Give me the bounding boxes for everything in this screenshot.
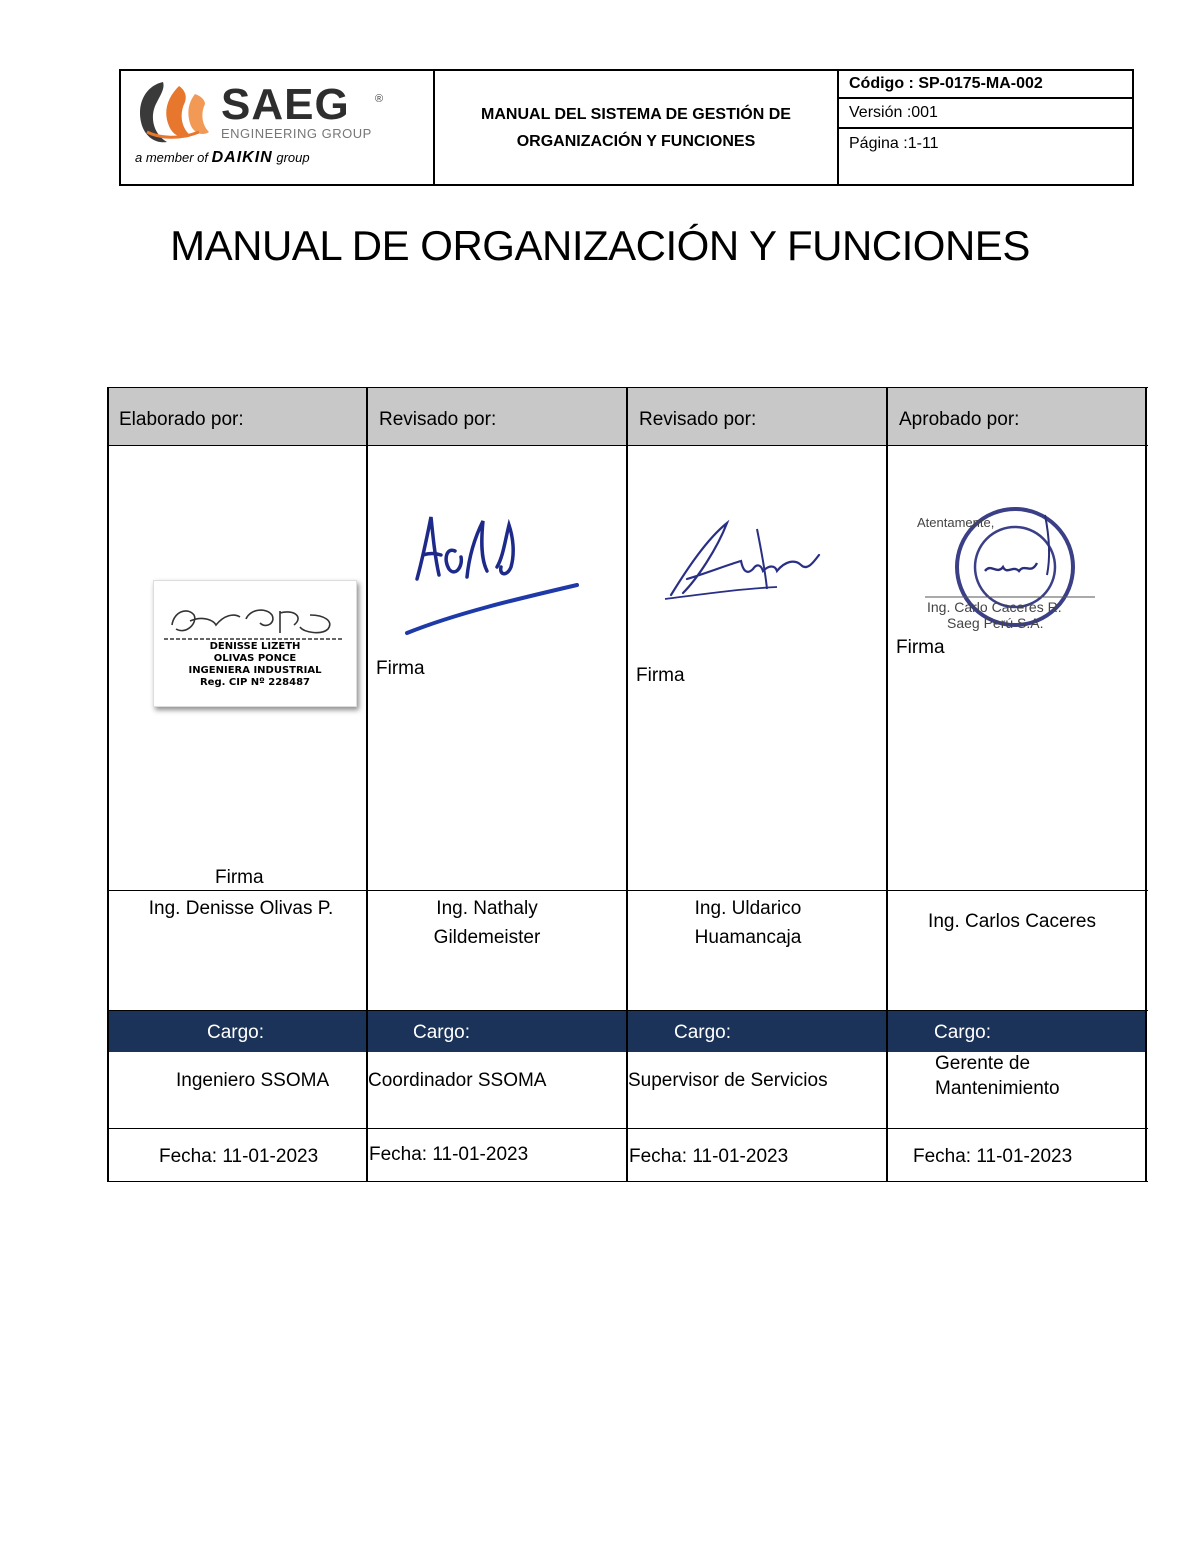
heading-revisado-1: Revisado por:: [379, 409, 497, 430]
document-page: Página :1-11: [849, 135, 939, 152]
header-title-cell: [435, 71, 839, 184]
signature-stamp-1: [153, 580, 357, 707]
firma-label-2: Firma: [376, 658, 425, 679]
cargo-label-2: Cargo:: [413, 1022, 471, 1043]
logo-member-prefix: a member of: [135, 150, 208, 165]
document-version: Versión :001: [839, 99, 1132, 129]
heading-revisado-2: Revisado por:: [639, 409, 757, 430]
fecha-3: Fecha: 11-01-2023: [629, 1146, 789, 1167]
firma-label-4: Firma: [896, 637, 945, 658]
stamp-line: INGENIERA INDUSTRIAL: [188, 665, 322, 676]
cargo-label-4: Cargo:: [934, 1022, 992, 1043]
firma-label-1: Firma: [215, 867, 264, 888]
cargo-value-3: Supervisor de Servicios: [628, 1070, 828, 1091]
handwritten-signature-3: [657, 509, 827, 609]
cargo-value-2: Coordinador SSOMA: [368, 1070, 547, 1091]
stamp-line: Reg. CIP Nº 228487: [199, 677, 311, 688]
logo-member-suffix: group: [276, 150, 310, 165]
document-code: Código : SP-0175-MA-002: [839, 71, 1132, 99]
fecha-1: Fecha: 11-01-2023: [159, 1146, 319, 1167]
heading-elaborado: Elaborado por:: [119, 409, 244, 430]
cargo-value-1: Ingeniero SSOMA: [176, 1070, 330, 1091]
seal-text-company: Saeg Perú S.A.: [947, 615, 1044, 631]
name-elaborado: Ing. Denisse Olivas P.: [148, 898, 334, 919]
handwritten-signature-1: [154, 585, 354, 645]
logo-brand: SAEG: [221, 80, 350, 129]
fecha-4: Fecha: 11-01-2023: [913, 1146, 1073, 1167]
stamp-line: OLIVAS PONCE: [213, 653, 297, 664]
company-seal: [915, 505, 1105, 635]
logo-member-line: [135, 149, 310, 167]
page-title: MANUAL DE ORGANIZACIÓN Y FUNCIONES: [170, 222, 1030, 269]
document-header: [119, 69, 1134, 186]
approval-table: [107, 387, 1147, 1182]
handwritten-signature-2: [397, 497, 597, 637]
firma-label-3: Firma: [636, 665, 685, 686]
stamp-line: DENISSE LIZETH: [209, 641, 301, 652]
cargo-label-1: Cargo:: [207, 1022, 265, 1043]
cargo-value-4: Gerente de Mantenimiento: [935, 1053, 1060, 1099]
name-revisado-2: Ing. Uldarico Huamancaja: [694, 898, 802, 948]
header-title: MANUAL DEL SISTEMA DE GESTIÓN DE ORGANIZACIÓN Y FUNCIONES: [481, 105, 791, 150]
name-aprobado: Ing. Carlos Caceres: [928, 911, 1096, 932]
name-revisado-1: Ing. Nathaly Gildemeister: [433, 898, 541, 948]
seal-text-name: Ing. Carlo Caceres R.: [927, 599, 1062, 615]
logo-subtitle: ENGINEERING GROUP: [221, 126, 372, 141]
logo-registered-mark: ®: [375, 93, 384, 105]
header-meta: [839, 71, 1132, 184]
cargo-label-3: Cargo:: [674, 1022, 732, 1043]
saeg-flame-icon: [133, 76, 213, 154]
logo-member-brand: DAIKIN: [211, 149, 273, 166]
fecha-2: Fecha: 11-01-2023: [369, 1144, 529, 1165]
heading-aprobado: Aprobado por:: [899, 409, 1020, 430]
company-logo: [121, 71, 435, 184]
seal-text-atentamente: Atentamente,: [917, 515, 995, 530]
